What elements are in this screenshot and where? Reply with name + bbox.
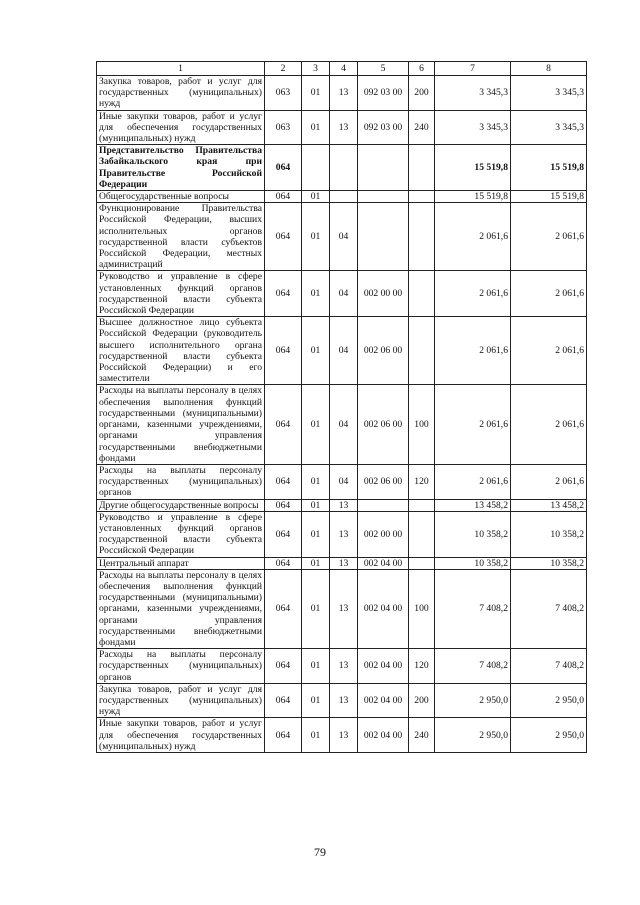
table-row: [97, 569, 587, 648]
table-cell: 01: [302, 557, 330, 569]
table-row: [97, 203, 587, 271]
column-header: 1: [97, 62, 265, 76]
column-header: 8: [511, 62, 587, 76]
table-cell: 064: [265, 511, 302, 557]
table-cell: 10 358,2: [511, 557, 587, 569]
table-cell: 100: [409, 385, 435, 464]
row-name-cell: Представительство Правительства Забайкальского края при Правительстве Российской Федерации: [97, 145, 265, 191]
table-cell: 002 04 00: [358, 557, 409, 569]
table-cell: 064: [265, 683, 302, 718]
table-row: [97, 464, 587, 499]
table-cell: 7 408,2: [511, 569, 587, 648]
table-cell: 002 04 00: [358, 683, 409, 718]
table-row: [97, 557, 587, 569]
table-cell: 01: [302, 683, 330, 718]
table-cell: 2 061,6: [435, 464, 511, 499]
table-row: [97, 649, 587, 684]
table-cell: 200: [409, 683, 435, 718]
table-cell: 002 00 00: [358, 271, 409, 317]
table-cell: [409, 557, 435, 569]
table-cell: 064: [265, 191, 302, 203]
table-row: [97, 511, 587, 557]
column-header: 7: [435, 62, 511, 76]
table-cell: 064: [265, 271, 302, 317]
table-cell: 002 04 00: [358, 569, 409, 648]
table-row: [97, 718, 587, 753]
row-name-cell: Иные закупки товаров, работ и услуг для обеспечения государственных (муниципальных) нужд: [97, 110, 265, 145]
table-cell: 01: [302, 511, 330, 557]
row-name-cell: Расходы на выплаты персоналу государственных (муниципальных) органов: [97, 649, 265, 684]
table-cell: 01: [302, 191, 330, 203]
table-body: [97, 76, 587, 753]
table-cell: 13: [330, 499, 358, 511]
column-header: 6: [409, 62, 435, 76]
table-cell: 200: [409, 76, 435, 111]
row-name-cell: Центральный аппарат: [97, 557, 265, 569]
table-row: [97, 683, 587, 718]
table-cell: [358, 499, 409, 511]
table-cell: [358, 191, 409, 203]
budget-table: [96, 61, 587, 753]
row-name-cell: Иные закупки товаров, работ и услуг для обеспечения государственных (муниципальных) нужд: [97, 718, 265, 753]
table-row: [97, 499, 587, 511]
table-cell: [358, 145, 409, 191]
table-cell: 01: [302, 569, 330, 648]
table-cell: 092 03 00: [358, 110, 409, 145]
table-cell: 13 458,2: [511, 499, 587, 511]
table-cell: 01: [302, 499, 330, 511]
table-cell: 13: [330, 569, 358, 648]
page-number: 79: [314, 845, 326, 859]
table-row: [97, 145, 587, 191]
table-cell: 01: [302, 76, 330, 111]
table-cell: 002 04 00: [358, 718, 409, 753]
table-cell: 064: [265, 499, 302, 511]
table-cell: 04: [330, 385, 358, 464]
table-cell: 092 03 00: [358, 76, 409, 111]
table-cell: 2 950,0: [435, 718, 511, 753]
table-cell: 120: [409, 464, 435, 499]
table-cell: [409, 203, 435, 271]
table-cell: 15 519,8: [435, 191, 511, 203]
table-row: [97, 76, 587, 111]
table-cell: 13: [330, 110, 358, 145]
table-cell: 7 408,2: [435, 569, 511, 648]
table-cell: 240: [409, 718, 435, 753]
table-cell: 01: [302, 317, 330, 385]
table-cell: 04: [330, 203, 358, 271]
table-cell: 04: [330, 464, 358, 499]
row-name-cell: Общегосударственные вопросы: [97, 191, 265, 203]
table-cell: 002 06 00: [358, 385, 409, 464]
table-row: [97, 110, 587, 145]
table-cell: [409, 145, 435, 191]
table-cell: 063: [265, 110, 302, 145]
table-cell: [302, 145, 330, 191]
table-cell: 2 061,6: [511, 464, 587, 499]
table-cell: 063: [265, 76, 302, 111]
table-cell: 3 345,3: [435, 76, 511, 111]
row-name-cell: Руководство и управление в сфере установленных функций органов государственной власти субъекта Российской Федерации: [97, 511, 265, 557]
table-cell: 01: [302, 271, 330, 317]
table-cell: 01: [302, 385, 330, 464]
table-cell: 002 00 00: [358, 511, 409, 557]
table-cell: 7 408,2: [511, 649, 587, 684]
table-cell: 3 345,3: [435, 110, 511, 145]
row-name-cell: Расходы на выплаты персоналу в целях обеспечения выполнения функций государственными (муниципальными) органами, казенными учреждениями, органами управления государственными внебюджетными фондами: [97, 569, 265, 648]
table-cell: [409, 317, 435, 385]
table-cell: 04: [330, 317, 358, 385]
table-cell: 002 06 00: [358, 317, 409, 385]
table-cell: 064: [265, 649, 302, 684]
table-cell: 13: [330, 683, 358, 718]
table-row: [97, 271, 587, 317]
table-cell: 04: [330, 271, 358, 317]
table-cell: 10 358,2: [511, 511, 587, 557]
row-name-cell: Высшее должностное лицо субъекта Российской Федерации (руководитель высшего исполнительного органа государственной власти субъекта Российской Федерации) и его заместители: [97, 317, 265, 385]
table-cell: 2 061,6: [511, 271, 587, 317]
table-cell: 13: [330, 718, 358, 753]
table-cell: 064: [265, 203, 302, 271]
table-cell: 064: [265, 464, 302, 499]
row-name-cell: Расходы на выплаты персоналу государственных (муниципальных) органов: [97, 464, 265, 499]
table-cell: 100: [409, 569, 435, 648]
table-cell: 01: [302, 203, 330, 271]
table-cell: 064: [265, 557, 302, 569]
table-cell: 2 061,6: [435, 203, 511, 271]
table-cell: 13: [330, 649, 358, 684]
table-cell: 7 408,2: [435, 649, 511, 684]
table-cell: 064: [265, 569, 302, 648]
table-cell: [409, 499, 435, 511]
table-cell: [409, 191, 435, 203]
table-cell: 13: [330, 76, 358, 111]
column-header: 4: [330, 62, 358, 76]
table-cell: [409, 271, 435, 317]
row-name-cell: Закупка товаров, работ и услуг для государственных (муниципальных) нужд: [97, 76, 265, 111]
table-row: [97, 191, 587, 203]
table-cell: 2 061,6: [435, 385, 511, 464]
table-cell: 064: [265, 385, 302, 464]
row-name-cell: Расходы на выплаты персоналу в целях обеспечения выполнения функций государственными (муниципальными) органами, казенными учреждениями, органами управления государственными внебюджетными фондами: [97, 385, 265, 464]
table-row: [97, 385, 587, 464]
table-cell: 10 358,2: [435, 511, 511, 557]
column-header: 2: [265, 62, 302, 76]
column-header: 5: [358, 62, 409, 76]
table-cell: [409, 511, 435, 557]
row-name-cell: Закупка товаров, работ и услуг для государственных (муниципальных) нужд: [97, 683, 265, 718]
table-cell: 13: [330, 511, 358, 557]
table-cell: 13: [330, 557, 358, 569]
table-cell: 064: [265, 145, 302, 191]
table-cell: 064: [265, 317, 302, 385]
table-cell: 002 06 00: [358, 464, 409, 499]
table-cell: 13 458,2: [435, 499, 511, 511]
table-cell: [358, 203, 409, 271]
table-cell: 2 061,6: [511, 317, 587, 385]
table-cell: [330, 191, 358, 203]
table-cell: 120: [409, 649, 435, 684]
table-cell: 3 345,3: [511, 76, 587, 111]
table-cell: 3 345,3: [511, 110, 587, 145]
column-header: 3: [302, 62, 330, 76]
table-cell: 2 061,6: [435, 271, 511, 317]
table-row: [97, 317, 587, 385]
table-header-row: [97, 62, 587, 76]
row-name-cell: Руководство и управление в сфере установленных функций органов государственной власти субъекта Российской Федерации: [97, 271, 265, 317]
table-cell: 01: [302, 649, 330, 684]
table-cell: 15 519,8: [511, 145, 587, 191]
table-cell: 10 358,2: [435, 557, 511, 569]
table-cell: 01: [302, 718, 330, 753]
table-cell: 01: [302, 110, 330, 145]
table-cell: 2 950,0: [511, 683, 587, 718]
table-cell: 2 950,0: [511, 718, 587, 753]
table-cell: [330, 145, 358, 191]
table-cell: 2 950,0: [435, 683, 511, 718]
table-cell: 15 519,8: [435, 145, 511, 191]
row-name-cell: Другие общегосударственные вопросы: [97, 499, 265, 511]
table-cell: 01: [302, 464, 330, 499]
row-name-cell: Функционирование Правительства Российской Федерации, высших исполнительных органов государственной власти субъектов Российской Федерации, местных администраций: [97, 203, 265, 271]
table-cell: 15 519,8: [511, 191, 587, 203]
table-cell: 2 061,6: [435, 317, 511, 385]
table-cell: 002 04 00: [358, 649, 409, 684]
table-cell: 240: [409, 110, 435, 145]
table-cell: 2 061,6: [511, 203, 587, 271]
table-cell: 064: [265, 718, 302, 753]
table-cell: 2 061,6: [511, 385, 587, 464]
